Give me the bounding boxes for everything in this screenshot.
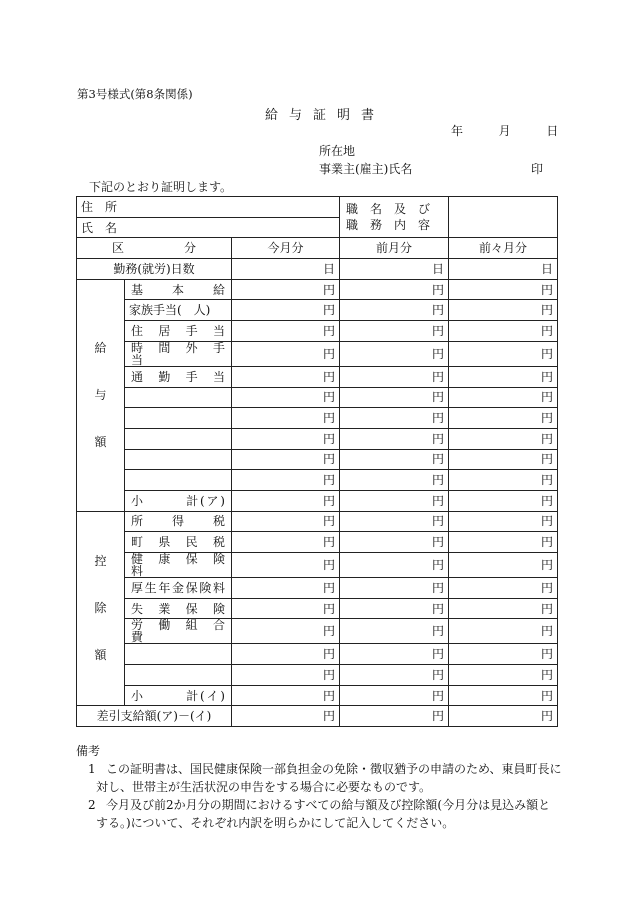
salary-amount-last-month[interactable]: 円 bbox=[340, 408, 449, 429]
salary-amount-last-month[interactable]: 円 bbox=[340, 300, 449, 321]
deduction-subtotal-label: 小 計(イ) bbox=[125, 685, 232, 706]
salary-row bbox=[77, 321, 558, 342]
net-pay-two-months-ago[interactable]: 円 bbox=[449, 706, 558, 727]
salary-group-label: 給 与 額 bbox=[77, 279, 125, 511]
salary-subtotal-label: 小 計(ア) bbox=[125, 490, 232, 511]
deduction-amount-two-months-ago[interactable]: 円 bbox=[449, 511, 558, 532]
deduction-amount-this-month[interactable]: 円 bbox=[232, 511, 340, 532]
deduction-item-label: 町 県 民 税 bbox=[125, 532, 232, 553]
salary-item-label: 家族手当( 人) bbox=[125, 300, 232, 321]
salary-amount-this-month[interactable]: 円 bbox=[232, 321, 340, 342]
deduction-amount-last-month[interactable]: 円 bbox=[340, 619, 449, 644]
column-header-category: 区 分 bbox=[77, 238, 232, 259]
deduction-row bbox=[77, 598, 558, 619]
deduction-amount-this-month[interactable]: 円 bbox=[232, 553, 340, 578]
salary-amount-this-month[interactable]: 円 bbox=[232, 408, 340, 429]
deduction-item-label[interactable] bbox=[125, 665, 232, 686]
deduction-row bbox=[77, 532, 558, 553]
deduction-amount-two-months-ago[interactable]: 円 bbox=[449, 553, 558, 578]
work-days-this-month[interactable]: 日 bbox=[232, 259, 340, 280]
deduction-amount-last-month[interactable]: 円 bbox=[340, 553, 449, 578]
salary-amount-this-month[interactable]: 円 bbox=[232, 490, 340, 511]
salary-amount-two-months-ago[interactable]: 円 bbox=[449, 279, 558, 300]
deduction-row bbox=[77, 578, 558, 599]
deduction-item-label: 厚生年金保険料 bbox=[125, 578, 232, 599]
deduction-amount-this-month[interactable]: 円 bbox=[232, 685, 340, 706]
name-field-label: 氏 名 bbox=[81, 220, 118, 235]
deduction-item-label[interactable] bbox=[125, 644, 232, 665]
salary-certificate-table bbox=[76, 196, 558, 727]
form-number: 第3号様式(第8条関係) bbox=[77, 87, 193, 101]
salary-item-label[interactable] bbox=[125, 387, 232, 408]
deduction-row bbox=[77, 553, 558, 578]
net-pay-label: 差引支給額(ア)－(イ) bbox=[77, 706, 232, 727]
net-pay-this-month[interactable]: 円 bbox=[232, 706, 340, 727]
deduction-amount-last-month[interactable]: 円 bbox=[340, 685, 449, 706]
deduction-amount-two-months-ago[interactable]: 円 bbox=[449, 598, 558, 619]
salary-row bbox=[77, 341, 558, 366]
salary-amount-last-month[interactable]: 円 bbox=[340, 449, 449, 470]
salary-row bbox=[77, 387, 558, 408]
salary-amount-this-month[interactable]: 円 bbox=[232, 300, 340, 321]
column-header-two-months-ago: 前々月分 bbox=[449, 238, 558, 259]
salary-row bbox=[77, 449, 558, 470]
deduction-amount-this-month[interactable]: 円 bbox=[232, 578, 340, 599]
column-header-last-month: 前月分 bbox=[340, 238, 449, 259]
deduction-row bbox=[77, 685, 558, 706]
intro-text: 下記のとおり証明します。 bbox=[89, 180, 233, 194]
salary-amount-two-months-ago[interactable]: 円 bbox=[449, 449, 558, 470]
deduction-amount-this-month[interactable]: 円 bbox=[232, 619, 340, 644]
salary-item-label[interactable] bbox=[125, 449, 232, 470]
work-days-last-month[interactable]: 日 bbox=[340, 259, 449, 280]
notes-section bbox=[76, 742, 566, 832]
salary-row bbox=[77, 470, 558, 491]
deduction-amount-this-month[interactable]: 円 bbox=[232, 532, 340, 553]
note-item-1-cont: 対し、世帯主が生活状況の申告をする場合に必要なものです。 bbox=[96, 780, 432, 794]
salary-row bbox=[77, 366, 558, 387]
deduction-amount-two-months-ago[interactable]: 円 bbox=[449, 578, 558, 599]
deduction-amount-last-month[interactable]: 円 bbox=[340, 644, 449, 665]
name-field[interactable] bbox=[77, 217, 340, 238]
seal-label: 印 bbox=[531, 162, 544, 176]
salary-item-label[interactable] bbox=[125, 470, 232, 491]
date-day: 日 bbox=[546, 124, 559, 138]
salary-amount-last-month[interactable]: 円 bbox=[340, 366, 449, 387]
column-header-this-month: 今月分 bbox=[232, 238, 340, 259]
salary-amount-two-months-ago[interactable]: 円 bbox=[449, 387, 558, 408]
salary-amount-two-months-ago[interactable]: 円 bbox=[449, 490, 558, 511]
deduction-amount-this-month[interactable]: 円 bbox=[232, 598, 340, 619]
address-label: 所在地 bbox=[319, 144, 356, 158]
address-field[interactable] bbox=[77, 197, 340, 218]
salary-amount-last-month[interactable]: 円 bbox=[340, 470, 449, 491]
deduction-amount-two-months-ago[interactable]: 円 bbox=[449, 619, 558, 644]
salary-item-label: 住 居 手 当 bbox=[125, 321, 232, 342]
notes-heading: 備考 bbox=[76, 744, 101, 758]
deduction-amount-two-months-ago[interactable]: 円 bbox=[449, 685, 558, 706]
net-pay-last-month[interactable]: 円 bbox=[340, 706, 449, 727]
salary-amount-last-month[interactable]: 円 bbox=[340, 387, 449, 408]
salary-amount-last-month[interactable]: 円 bbox=[340, 321, 449, 342]
deduction-item-label: 健 康 保 険 料 bbox=[125, 553, 232, 578]
salary-row bbox=[77, 279, 558, 300]
salary-amount-this-month[interactable]: 円 bbox=[232, 279, 340, 300]
salary-row bbox=[77, 300, 558, 321]
date-month: 月 bbox=[498, 124, 511, 138]
deduction-item-label: 失 業 保 険 bbox=[125, 598, 232, 619]
deduction-row bbox=[77, 644, 558, 665]
page-title: 給与証明書 bbox=[265, 108, 386, 123]
deduction-amount-last-month[interactable]: 円 bbox=[340, 532, 449, 553]
salary-amount-this-month[interactable]: 円 bbox=[232, 387, 340, 408]
deduction-amount-two-months-ago[interactable]: 円 bbox=[449, 532, 558, 553]
deduction-item-label: 所 得 税 bbox=[125, 511, 232, 532]
date-line bbox=[451, 122, 558, 139]
salary-amount-last-month[interactable]: 円 bbox=[340, 490, 449, 511]
date-year: 年 bbox=[451, 124, 464, 138]
deduction-amount-last-month[interactable]: 円 bbox=[340, 665, 449, 686]
salary-amount-two-months-ago[interactable]: 円 bbox=[449, 428, 558, 449]
note-item-1: 1 この証明書は、国民健康保険一部負担金の免除・徴収猶予の申請のため、東員町長に bbox=[88, 762, 562, 776]
salary-amount-this-month[interactable]: 円 bbox=[232, 470, 340, 491]
salary-amount-this-month[interactable]: 円 bbox=[232, 341, 340, 366]
salary-amount-last-month[interactable]: 円 bbox=[340, 279, 449, 300]
deduction-amount-last-month[interactable]: 円 bbox=[340, 511, 449, 532]
note-item-2: 2 今月及び前2か月分の期間におけるすべての給与額及び控除額(今月分は見込み額と bbox=[88, 798, 551, 812]
job-label: 職 名 及 び 職 務 内 容 bbox=[340, 197, 449, 238]
salary-item-label: 基 本 給 bbox=[125, 279, 232, 300]
deduction-row bbox=[77, 665, 558, 686]
salary-amount-last-month[interactable]: 円 bbox=[340, 341, 449, 366]
address-field-label: 住 所 bbox=[81, 199, 118, 214]
deduction-item-label: 労 働 組 合 費 bbox=[125, 619, 232, 644]
work-days-two-months-ago[interactable]: 日 bbox=[449, 259, 558, 280]
salary-item-label[interactable] bbox=[125, 428, 232, 449]
deduction-amount-this-month[interactable]: 円 bbox=[232, 644, 340, 665]
salary-amount-two-months-ago[interactable]: 円 bbox=[449, 300, 558, 321]
note-item-2-cont: する。)について、それぞれ内訳を明らかにして記入してください。 bbox=[96, 816, 455, 830]
salary-row bbox=[77, 428, 558, 449]
salary-amount-two-months-ago[interactable]: 円 bbox=[449, 341, 558, 366]
job-field[interactable] bbox=[449, 197, 558, 238]
salary-item-label: 通 勤 手 当 bbox=[125, 366, 232, 387]
salary-amount-last-month[interactable]: 円 bbox=[340, 428, 449, 449]
salary-amount-this-month[interactable]: 円 bbox=[232, 449, 340, 470]
deduction-row bbox=[77, 511, 558, 532]
salary-amount-two-months-ago[interactable]: 円 bbox=[449, 470, 558, 491]
deduction-amount-this-month[interactable]: 円 bbox=[232, 665, 340, 686]
salary-item-label: 時 間 外 手 当 bbox=[125, 341, 232, 366]
work-days-label: 勤務(就労)日数 bbox=[77, 259, 232, 280]
deduction-amount-last-month[interactable]: 円 bbox=[340, 598, 449, 619]
deduction-amount-two-months-ago[interactable]: 円 bbox=[449, 644, 558, 665]
salary-amount-two-months-ago[interactable]: 円 bbox=[449, 321, 558, 342]
salary-row bbox=[77, 408, 558, 429]
salary-item-label[interactable] bbox=[125, 408, 232, 429]
salary-row bbox=[77, 490, 558, 511]
salary-amount-two-months-ago[interactable]: 円 bbox=[449, 366, 558, 387]
salary-amount-this-month[interactable]: 円 bbox=[232, 366, 340, 387]
employer-label: 事業主(雇主)氏名 bbox=[319, 162, 413, 176]
deduction-amount-two-months-ago[interactable]: 円 bbox=[449, 665, 558, 686]
salary-amount-this-month[interactable]: 円 bbox=[232, 428, 340, 449]
deduction-amount-last-month[interactable]: 円 bbox=[340, 578, 449, 599]
deduction-row bbox=[77, 619, 558, 644]
deduction-group-label: 控 除 額 bbox=[77, 511, 125, 706]
salary-amount-two-months-ago[interactable]: 円 bbox=[449, 408, 558, 429]
